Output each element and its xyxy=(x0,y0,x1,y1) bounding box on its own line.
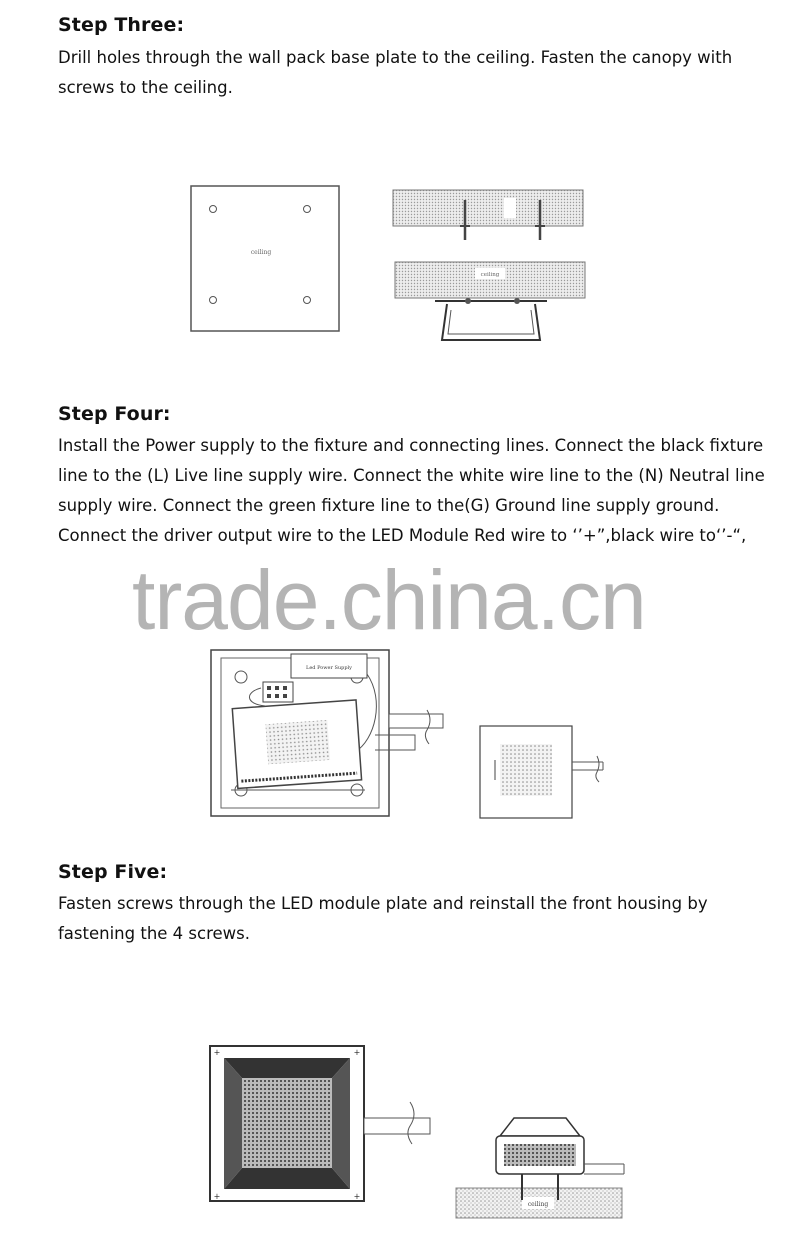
step-three-heading: Step Three: xyxy=(58,14,185,36)
canopy-inner xyxy=(448,310,534,334)
text-line: fastening the 4 screws. xyxy=(58,924,250,943)
step-three-text xyxy=(58,43,768,103)
conduit xyxy=(389,714,443,728)
step-four-text xyxy=(58,431,768,551)
canopy xyxy=(442,304,540,340)
text-line: Connect the driver output wire to the LED Module Red wire to ‘’+”,black wire to‘’-“, xyxy=(58,526,747,545)
ceiling-section xyxy=(393,190,583,226)
bevel-left xyxy=(224,1058,242,1189)
watermark: trade.china.cn xyxy=(132,553,646,647)
ceiling-label: ceiling xyxy=(527,1201,549,1208)
text-line: Install the Power supply to the fixture and connecting lines. Connect the black fixture xyxy=(58,436,764,455)
screw-hole xyxy=(304,297,311,304)
text-line: line to the (L) Live line supply wire. Connect the white wire line to the (N) Neutral line xyxy=(58,466,765,485)
step-four-diagram xyxy=(205,640,625,825)
led-array xyxy=(242,1078,332,1168)
side-label: ceiling xyxy=(480,272,500,278)
bevel-bottom xyxy=(224,1168,350,1189)
text-line: screws to the ceiling. xyxy=(58,78,233,97)
screw-mark: + xyxy=(353,1048,361,1057)
front-led-grid xyxy=(500,744,552,796)
screw xyxy=(514,298,520,304)
housing-top xyxy=(500,1118,580,1136)
step-four-heading: Step Four: xyxy=(58,403,171,425)
led-grid xyxy=(265,720,330,764)
bevel-top xyxy=(224,1058,350,1078)
screw-mark: + xyxy=(353,1192,361,1201)
ceiling-section xyxy=(395,262,585,298)
step-five-heading: Step Five: xyxy=(58,861,168,883)
conduit xyxy=(364,1118,430,1134)
text-line: Drill holes through the wall pack base plate to the ceiling. Fasten the canopy with xyxy=(58,48,733,67)
base-plate xyxy=(191,186,339,331)
step-five-text xyxy=(58,889,768,949)
conduit-break xyxy=(596,756,599,782)
text-line: supply wire. Connect the green fixture line to the(G) Ground line supply ground. xyxy=(58,496,720,515)
screw xyxy=(465,298,471,304)
hole-gap xyxy=(504,198,516,218)
terminal-block xyxy=(263,682,293,702)
plate-label: ceiling xyxy=(250,249,272,256)
screw-mark: + xyxy=(213,1048,221,1057)
step-five-diagram xyxy=(204,1040,634,1225)
screw-mark: + xyxy=(213,1192,221,1201)
power-supply-label: Led Power Supply xyxy=(306,665,352,671)
text-line: Fasten screws through the LED module plate and reinstall the front housing by xyxy=(58,894,708,913)
screw-hole xyxy=(210,297,217,304)
side-led xyxy=(504,1144,576,1166)
step-three-diagram xyxy=(185,180,605,350)
screw-hole xyxy=(304,206,311,213)
screw-hole xyxy=(210,206,217,213)
bevel-right xyxy=(332,1058,350,1189)
